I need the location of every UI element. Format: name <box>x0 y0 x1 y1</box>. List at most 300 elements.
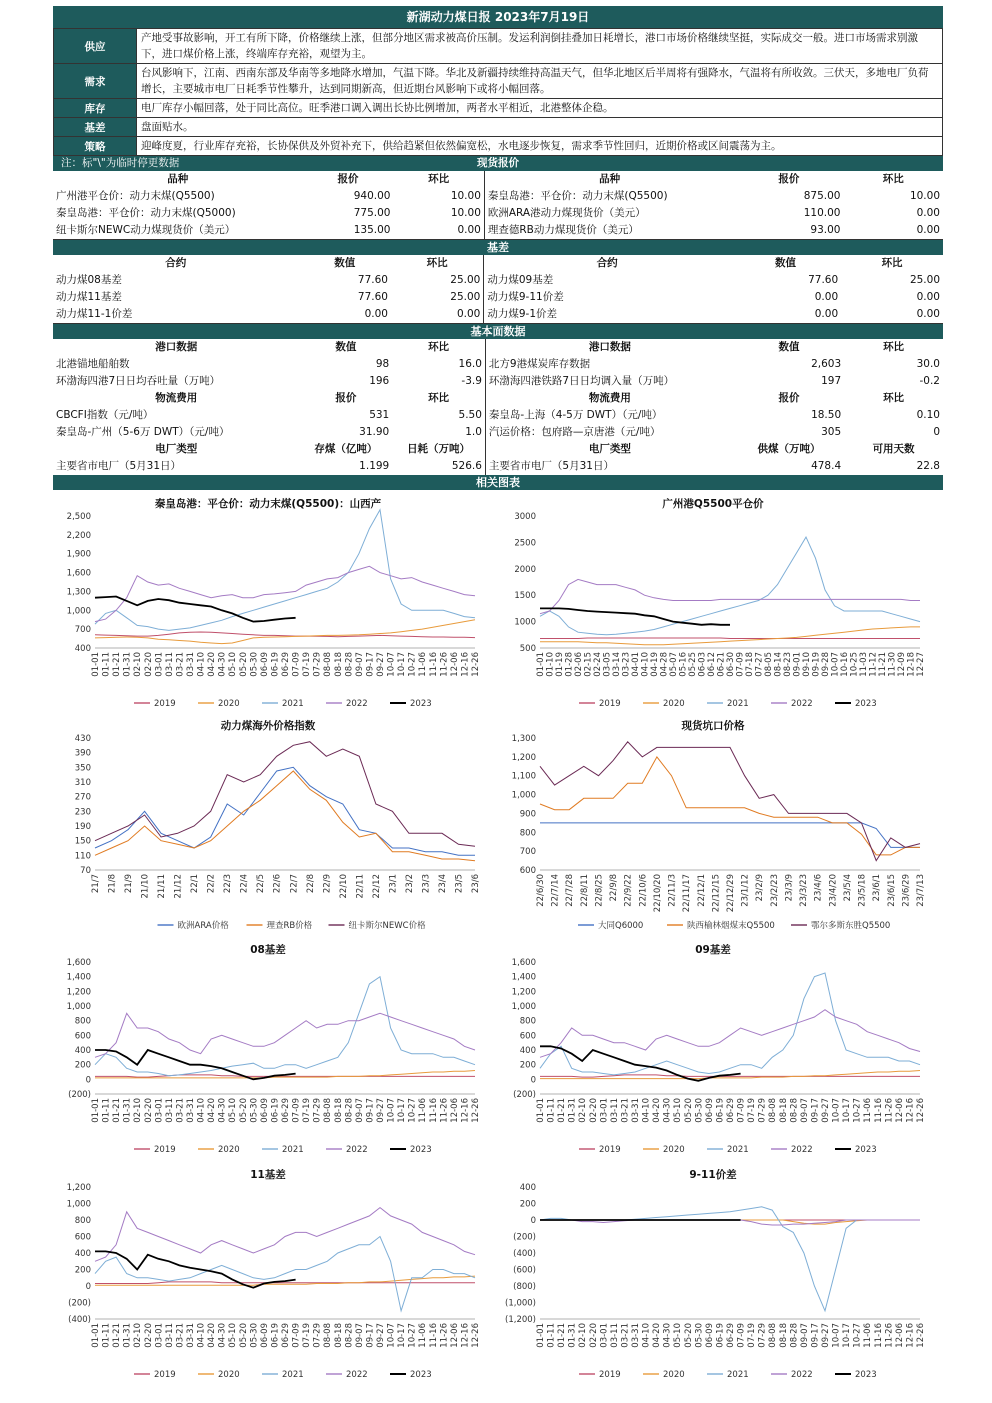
table-cell: 10.00 <box>909 190 940 202</box>
table-cell: 305 <box>821 426 842 438</box>
x-tick-label: 08-14 <box>773 652 784 677</box>
chart-title: 动力煤海外价格指数 <box>220 720 316 732</box>
x-tick-label: 22/6/30 <box>536 874 546 907</box>
x-tick-label: 05-10 <box>228 1098 239 1123</box>
y-tick-label: 310 <box>74 778 91 788</box>
x-tick-label: 11-12 <box>868 652 879 677</box>
x-tick-label: 08-08 <box>768 1098 779 1123</box>
y-tick-label: 400 <box>74 1046 91 1056</box>
chart-pithead-price <box>498 716 928 934</box>
x-tick-label: 10-17 <box>842 1098 853 1123</box>
table-row <box>53 205 943 222</box>
series-line-0 <box>95 767 475 855</box>
x-tick-label: 01-10 <box>545 652 556 677</box>
y-tick-label: 0 <box>530 1075 536 1086</box>
table-header-row <box>53 339 943 356</box>
x-tick-label: 05-30 <box>249 1323 260 1348</box>
y-tick-label: 800 <box>519 828 536 839</box>
table-cell: 478.4 <box>811 460 842 472</box>
x-tick-label: 08-28 <box>344 1323 355 1348</box>
x-tick-label: 09-10 <box>802 652 812 677</box>
y-tick-label: 1,000 <box>511 1002 536 1012</box>
x-tick-label: 11-06 <box>418 1323 429 1348</box>
x-tick-label: 10-27 <box>407 1098 418 1123</box>
table-cell: 25.00 <box>450 274 481 286</box>
overview-row <box>54 64 943 99</box>
x-tick-label: 04-30 <box>217 1323 228 1348</box>
y-tick-label: 1,000 <box>66 1199 91 1210</box>
table-cell: 1.0 <box>465 426 482 438</box>
chart-title: 08基差 <box>250 944 286 956</box>
y-tick-label: 1,200 <box>511 752 536 763</box>
y-tick-label: 1,600 <box>66 568 91 579</box>
legend-label: 2021 <box>282 1370 304 1380</box>
x-tick-label: 01-11 <box>101 1323 112 1348</box>
y-tick-label: 1,300 <box>511 734 536 744</box>
x-tick-label: 10-17 <box>397 1098 408 1123</box>
x-tick-label: 02-20 <box>143 1323 154 1348</box>
table-cell: 动力煤11基差 <box>56 291 122 303</box>
legend-label: 2021 <box>282 699 304 709</box>
x-tick-label: 10-07 <box>386 652 397 677</box>
x-tick-label: 05-25 <box>688 652 698 677</box>
x-tick-label: 02-20 <box>588 1098 599 1123</box>
y-tick-label: 1000 <box>514 617 536 628</box>
y-tick-label: 0 <box>85 1282 91 1292</box>
x-tick-label: 09-17 <box>365 652 376 677</box>
x-tick-label: 23/6/29 <box>901 874 912 907</box>
y-tick-label: 600 <box>74 1232 91 1243</box>
x-tick-label: 11-26 <box>884 1098 895 1123</box>
x-tick-label: 06-19 <box>270 1098 281 1123</box>
x-tick-label: 03-11 <box>609 1098 620 1123</box>
x-tick-label: 03-21 <box>620 1098 631 1123</box>
x-tick-label: 04-28 <box>659 652 670 677</box>
spot-price-table <box>53 171 943 240</box>
x-tick-label: 08-23 <box>783 652 793 677</box>
column-header: 报价 <box>778 392 800 404</box>
x-tick-label: 12-06 <box>894 1323 905 1348</box>
x-tick-label: 11-16 <box>428 1323 439 1348</box>
x-tick-label: 01-01 <box>536 1098 546 1123</box>
legend-label: 纽卡斯尔NEWC价格 <box>348 921 426 931</box>
x-tick-label: 10-07 <box>830 652 841 677</box>
table-cell: 0.00 <box>730 306 841 324</box>
x-tick-label: 23/6 <box>471 874 481 894</box>
x-tick-label: 10-27 <box>407 1323 418 1348</box>
chart-title: 09基差 <box>695 944 731 956</box>
legend-label: 2023 <box>855 699 877 709</box>
y-tick-label: 2,500 <box>66 512 91 522</box>
table-cell: 欧洲ARA港动力煤现货价（美元） <box>484 205 734 222</box>
x-tick-label: 09-17 <box>810 1323 821 1348</box>
column-header: 品种 <box>167 173 189 185</box>
y-tick-label: 500 <box>519 644 536 654</box>
column-header: 供煤（万吨） <box>757 443 821 455</box>
chart-qhd-q5500 <box>53 494 483 712</box>
table-header-row <box>53 441 943 458</box>
x-tick-label: 01-01 <box>91 1098 101 1123</box>
chart-overseas-index <box>53 716 483 934</box>
y-tick-label: 190 <box>74 822 91 832</box>
legend-label: 2020 <box>663 1145 685 1155</box>
x-tick-label: 06-30 <box>726 652 736 677</box>
y-tick-label: 0 <box>85 1075 91 1086</box>
series-line-0 <box>95 1282 475 1284</box>
y-tick-label: 200 <box>74 1060 91 1071</box>
y-tick-label: 1,400 <box>66 972 91 983</box>
x-tick-label: 03-01 <box>154 1323 165 1348</box>
y-tick-label: 900 <box>519 809 536 820</box>
table-cell: -0.2 <box>919 375 940 387</box>
table-cell: 0.00 <box>916 207 940 219</box>
x-tick-label: 23/1/12 <box>740 874 751 907</box>
x-tick-label: 01-21 <box>112 652 123 677</box>
x-tick-label: 07-29 <box>312 1323 323 1348</box>
column-header: 数值 <box>778 341 800 353</box>
x-tick-label: 02-10 <box>133 1323 144 1348</box>
x-tick-label: 06-29 <box>281 1098 291 1123</box>
x-tick-label: 03-31 <box>186 1098 196 1123</box>
x-tick-label: 07-19 <box>302 1098 313 1123</box>
y-tick-label: 2500 <box>514 538 536 549</box>
column-header: 合约 <box>484 255 730 272</box>
x-tick-label: 11-16 <box>873 1098 884 1123</box>
y-tick-label: 600 <box>519 1031 536 1042</box>
y-tick-label: (1,200) <box>505 1315 536 1325</box>
y-tick-label: (200) <box>513 1232 536 1243</box>
column-header: 环比 <box>428 392 450 404</box>
y-tick-label: 70 <box>80 866 91 876</box>
x-tick-label: 23/3/23 <box>799 874 810 907</box>
column-header: 港口数据 <box>485 339 734 356</box>
x-tick-label: 07-09 <box>736 1323 747 1348</box>
table-cell: 526.6 <box>451 460 482 472</box>
legend-label: 2020 <box>218 1370 240 1380</box>
x-tick-label: 04-10 <box>640 652 651 677</box>
x-tick-label: 03-31 <box>631 1098 641 1123</box>
x-tick-label: 23/6/1 <box>872 874 883 902</box>
table-cell: 875.00 <box>803 190 841 202</box>
x-tick-label: 10-07 <box>386 1098 397 1123</box>
x-tick-label: 22/7/28 <box>565 874 576 907</box>
x-tick-label: 05-30 <box>694 1098 705 1123</box>
legend-label: 2020 <box>663 699 685 709</box>
x-tick-label: 11-16 <box>873 1323 884 1348</box>
x-tick-label: 03-21 <box>620 1323 631 1348</box>
x-tick-label: 03-21 <box>175 1098 186 1123</box>
x-tick-label: 22/12 <box>371 874 382 899</box>
table-cell: 汽运价格：包府路—京唐港（元/吨） <box>485 424 734 441</box>
x-tick-label: 23/4/20 <box>828 874 839 907</box>
y-tick-label: 150 <box>74 836 91 847</box>
chart-title: 现货坑口价格 <box>681 720 745 732</box>
table-cell: 18.50 <box>811 409 842 421</box>
table-row <box>53 424 943 441</box>
table-header-row <box>53 255 943 272</box>
x-tick-label: 07-29 <box>757 1098 768 1123</box>
x-tick-label: 04-20 <box>207 1323 218 1348</box>
y-tick-label: (200) <box>68 1090 91 1100</box>
y-tick-label: 400 <box>74 1249 91 1259</box>
x-tick-label: 11-06 <box>418 652 429 677</box>
x-tick-label: 23/1 <box>388 874 399 894</box>
table-cell: 主要省市电厂（5月31日） <box>56 460 182 472</box>
table-cell: 30.0 <box>916 358 940 370</box>
x-tick-label: 23/5 <box>454 874 465 894</box>
series-line-3 <box>540 1010 920 1058</box>
table-cell: 196 <box>369 375 390 387</box>
x-tick-label: 05-30 <box>249 1098 260 1123</box>
table-cell: 理查德RB动力煤现货价（美元） <box>484 222 734 240</box>
table-cell: 22.8 <box>916 460 940 472</box>
x-tick-label: 21/11 <box>157 874 168 899</box>
y-tick-label: 1,100 <box>511 771 536 782</box>
x-tick-label: 02-10 <box>133 652 144 677</box>
x-tick-label: 05-10 <box>673 1323 684 1348</box>
overview-row <box>54 118 943 137</box>
legend-label: 2022 <box>791 1145 813 1155</box>
x-tick-label: 10-27 <box>852 1098 863 1123</box>
x-tick-label: 06-19 <box>270 652 281 677</box>
table-cell: 77.60 <box>357 291 388 303</box>
basis-section-title: 基差 <box>53 240 943 255</box>
x-tick-label: 12-06 <box>449 1098 460 1123</box>
x-tick-label: 07-18 <box>745 652 755 677</box>
overview-label: 供应 <box>54 29 137 64</box>
legend-label: 2023 <box>855 1370 877 1380</box>
column-header: 可用天数 <box>872 443 915 455</box>
y-tick-label: 800 <box>519 1016 536 1027</box>
x-tick-label: 06-29 <box>726 1098 736 1123</box>
spot-section-title: 现货报价 <box>477 157 519 169</box>
x-tick-label: 23/2/9 <box>755 874 766 902</box>
x-tick-label: 23/7/13 <box>916 874 926 907</box>
basis-table <box>53 255 943 324</box>
x-tick-label: 06-09 <box>704 1323 715 1348</box>
x-tick-label: 22/1 <box>190 874 201 894</box>
table-cell: 秦皇岛-广州（5-6万 DWT）（元/吨） <box>56 426 230 438</box>
chart-title: 9-11价差 <box>689 1169 737 1181</box>
overview-text: 盘面贴水。 <box>137 118 943 137</box>
x-tick-label: 07-09 <box>736 1098 747 1123</box>
x-tick-label: 01-01 <box>536 1323 546 1348</box>
x-tick-label: 22/10 <box>338 874 349 899</box>
x-tick-label: 08-18 <box>333 1098 344 1123</box>
table-cell: 25.00 <box>450 291 481 303</box>
column-header: 环比 <box>881 257 903 269</box>
table-header-row <box>53 171 943 188</box>
legend-label: 2019 <box>599 1145 621 1155</box>
x-tick-label: 03-23 <box>621 652 632 677</box>
chart-svg <box>498 940 928 1158</box>
y-tick-label: 1,000 <box>66 606 91 617</box>
x-tick-label: 06-12 <box>707 652 717 677</box>
x-tick-label: 11-30 <box>887 652 898 677</box>
y-tick-label: 1,900 <box>66 549 91 560</box>
column-header: 数值 <box>775 257 797 269</box>
series-line-1 <box>95 771 475 861</box>
table-cell: 环渤海四港7日日均吞吐量（万吨） <box>56 375 221 387</box>
chart-basis-09 <box>498 940 928 1158</box>
x-tick-label: 10-17 <box>397 652 408 677</box>
x-tick-label: 22/12/15 <box>711 874 722 913</box>
x-tick-label: 06-09 <box>259 1098 270 1123</box>
series-line-3 <box>95 1208 475 1262</box>
x-tick-label: 07-29 <box>312 652 323 677</box>
x-tick-label: 11-26 <box>439 1323 450 1348</box>
x-tick-label: 12-27 <box>916 652 926 677</box>
x-tick-label: 01-11 <box>101 652 112 677</box>
y-tick-label: 600 <box>74 1031 91 1042</box>
x-tick-label: 09-07 <box>354 1323 365 1348</box>
y-tick-label: 1,300 <box>66 587 91 598</box>
chart-svg <box>498 494 928 712</box>
table-cell: 动力煤9-1价差 <box>484 306 730 324</box>
y-tick-label: 1,600 <box>66 958 91 968</box>
x-tick-label: 07-19 <box>302 652 313 677</box>
legend-label: 2019 <box>599 1370 621 1380</box>
x-tick-label: 05-20 <box>238 1323 249 1348</box>
y-tick-label: 600 <box>519 866 536 876</box>
x-tick-label: 22/9/22 <box>623 874 634 907</box>
x-tick-label: 21/12 <box>173 874 184 899</box>
y-tick-label: 800 <box>74 1016 91 1027</box>
series-line-2 <box>540 973 920 1075</box>
x-tick-label: 04-30 <box>662 1098 673 1123</box>
legend-label: 2019 <box>154 1370 176 1380</box>
x-tick-label: 21/8 <box>107 874 118 894</box>
table-cell: 0.10 <box>916 409 940 421</box>
y-tick-label: (800) <box>513 1282 536 1292</box>
fundamentals-table <box>53 339 943 475</box>
x-tick-label: 02-10 <box>578 1098 589 1123</box>
x-tick-label: 01-11 <box>546 1323 557 1348</box>
legend-label: 2023 <box>855 1145 877 1155</box>
x-tick-label: 12-26 <box>916 1098 926 1123</box>
report-title: 新湖动力煤日报 2023年7月19日 <box>53 6 943 28</box>
x-tick-label: 22/9/8 <box>609 874 620 902</box>
y-tick-label: 200 <box>74 1265 91 1276</box>
x-tick-label: 03-14 <box>612 652 622 677</box>
x-tick-label: 23/6/15 <box>886 874 897 907</box>
overview-text: 产地受事故影响，开工有所下降，价格继续上涨，但部分地区需求被高价压制。发运利润倒挂叠加日耗增长，港口市场价格继续坚挺，实际成交一般。进口市场需求别激下，进口煤价格上涨，终端库存充裕，观望为主。 <box>137 29 943 64</box>
table-header-row <box>53 390 943 407</box>
x-tick-label: 22/10/6 <box>638 874 649 907</box>
y-tick-label: (400) <box>68 1315 91 1325</box>
x-tick-label: 05-20 <box>238 652 249 677</box>
x-tick-label: 11-26 <box>884 1323 895 1348</box>
legend-label: 2023 <box>410 699 432 709</box>
x-tick-label: 05-20 <box>683 1098 694 1123</box>
x-tick-label: 01-19 <box>555 652 565 677</box>
x-tick-label: 12-09 <box>897 652 907 677</box>
series-line-2 <box>95 510 475 631</box>
x-tick-label: 08-28 <box>789 1098 800 1123</box>
column-header: 物流费用 <box>155 392 198 404</box>
x-tick-label: 05-10 <box>228 1323 239 1348</box>
table-cell: 北港锚地船舶数 <box>56 358 130 370</box>
x-tick-label: 08-18 <box>778 1323 789 1348</box>
overview-label: 策略 <box>54 137 137 156</box>
chart-basis-08 <box>53 940 483 1158</box>
table-cell: 531 <box>369 409 390 421</box>
legend-label: 2020 <box>663 1370 685 1380</box>
chart-title: 广州港Q5500平仓价 <box>662 498 764 510</box>
x-tick-label: 22/3 <box>223 874 234 894</box>
x-tick-label: 06-29 <box>281 1323 291 1348</box>
x-tick-label: 03-01 <box>154 1098 165 1123</box>
series-line-2 <box>95 742 475 847</box>
x-tick-label: 22/4 <box>239 874 250 894</box>
table-cell: 动力煤09基差 <box>484 272 730 289</box>
x-tick-label: 07-19 <box>302 1323 313 1348</box>
y-tick-label: 1,200 <box>511 987 536 998</box>
legend-label: 2023 <box>410 1145 432 1155</box>
table-cell: 秦皇岛港：平仓价：动力末煤(Q5000) <box>56 207 236 219</box>
x-tick-label: 06-29 <box>726 1323 736 1348</box>
table-cell: 动力煤08基差 <box>56 274 122 286</box>
x-tick-label: 12-16 <box>460 652 471 677</box>
x-tick-label: 23/3/9 <box>784 874 795 902</box>
x-tick-label: 22/12/1 <box>696 874 707 907</box>
x-tick-label: 04-10 <box>196 652 207 677</box>
chart-svg <box>53 940 483 1158</box>
x-tick-label: 07-29 <box>757 1323 768 1348</box>
y-tick-label: 700 <box>74 625 91 636</box>
x-tick-label: 04-30 <box>217 652 228 677</box>
x-tick-label: 04-20 <box>652 1323 663 1348</box>
table-cell: CBCFI指数（元/吨） <box>56 409 154 421</box>
x-tick-label: 03-11 <box>164 1098 175 1123</box>
x-tick-label: 01-01 <box>91 1323 101 1348</box>
y-tick-label: 0 <box>530 1216 536 1226</box>
overview-label: 需求 <box>54 64 137 99</box>
column-header: 数值 <box>335 341 357 353</box>
x-tick-label: 22/7/14 <box>550 874 561 907</box>
table-row <box>53 289 943 306</box>
x-tick-label: 06-19 <box>715 1323 726 1348</box>
table-row <box>53 373 943 390</box>
x-tick-label: 12-16 <box>460 1098 471 1123</box>
x-tick-label: 23/5/18 <box>857 874 868 907</box>
x-tick-label: 11-16 <box>428 652 439 677</box>
x-tick-label: 04-10 <box>196 1098 207 1123</box>
table-cell: 110.00 <box>803 207 841 219</box>
legend-label: 大同Q6000 <box>598 921 644 931</box>
table-cell: 25.00 <box>909 274 940 286</box>
chart-svg <box>53 1165 483 1383</box>
x-tick-label: 08-28 <box>344 1098 355 1123</box>
x-tick-label: 08-08 <box>323 652 334 677</box>
x-tick-label: 06-09 <box>259 652 270 677</box>
table-cell: 秦皇岛港：平仓价：动力末煤(Q5500) <box>484 188 734 205</box>
table-cell: 1.199 <box>359 460 390 472</box>
x-tick-label: 22/11/17 <box>682 874 693 913</box>
x-tick-label: 22/11 <box>355 874 366 899</box>
series-line-2 <box>95 1237 475 1311</box>
x-tick-label: 03-21 <box>175 1323 186 1348</box>
x-tick-label: 01-31 <box>122 1098 133 1123</box>
x-tick-label: 01-21 <box>557 1323 568 1348</box>
x-tick-label: 03-31 <box>631 1323 641 1348</box>
x-tick-label: 21/10 <box>140 874 151 899</box>
legend-label: 2021 <box>727 699 749 709</box>
overview-row <box>54 29 943 64</box>
x-tick-label: 09-17 <box>365 1323 376 1348</box>
table-cell: 0.00 <box>299 306 391 324</box>
x-tick-label: 04-30 <box>217 1098 228 1123</box>
